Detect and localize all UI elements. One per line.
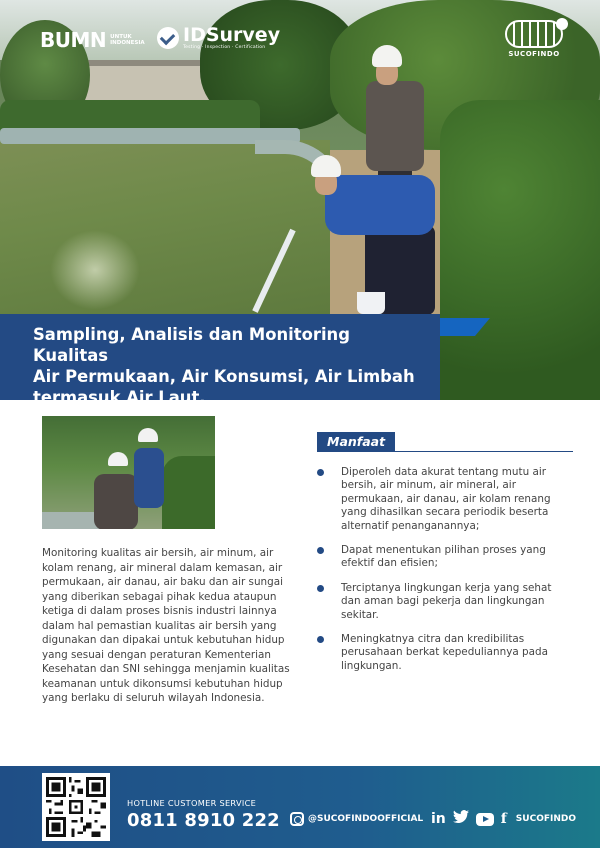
idsurvey-logo [157, 26, 280, 50]
inset-photo [42, 416, 215, 529]
benefits-heading: Manfaat [317, 432, 395, 452]
water-reflection [50, 230, 140, 310]
benefits-heading-rule [395, 451, 573, 452]
title-banner [0, 314, 440, 407]
bumn-logo-subtext: UNTUK INDONESIA [110, 34, 145, 46]
benefit-item: Meningkatnya citra dan kredibilitas perusahaan berkat kepeduliannya pada lingkungan. [317, 633, 572, 673]
benefit-item: Diperoleh data akurat tentang mutu air bersih, air minum, air mineral, air permukaan, air danau, air kolam renang yang dihasilkan secara periodik beserta alternatif penanganannya; [317, 466, 572, 533]
idsurvey-logo-text: IDSurvey [183, 24, 281, 46]
benefit-item: Terciptanya lingkungan kerja yang sehat dan aman bagi pekerja dan lingkungan sekitar. [317, 582, 572, 622]
youtube-icon[interactable] [476, 813, 494, 826]
instagram-icon [290, 812, 304, 826]
benefit-item: Dapat menentukan pilihan proses yang efektif dan efisien; [317, 544, 572, 571]
hotline-label: HOTLINE CUSTOMER SERVICE [127, 798, 257, 808]
instagram-link[interactable] [290, 812, 423, 826]
linkedin-icon[interactable]: in [431, 811, 446, 827]
qr-code[interactable] [42, 773, 110, 841]
benefits-list [317, 466, 572, 684]
social-handle: SUCOFINDO [515, 814, 576, 824]
sucofindo-mark-icon [556, 18, 568, 30]
bumn-logo [40, 28, 145, 52]
idsurvey-tagline: Testing · Inspection · Certification [183, 45, 266, 50]
twitter-icon[interactable] [453, 810, 469, 828]
hedge [440, 100, 600, 400]
social-links [431, 810, 576, 828]
sample-cup [357, 292, 385, 314]
sucofindo-globe-icon [505, 20, 563, 48]
hotline-number[interactable]: 0811 8910 222 [127, 810, 280, 831]
title-line-1: Sampling, Analisis dan Monitoring Kualitas [33, 325, 350, 365]
facebook-icon[interactable]: f [500, 811, 507, 827]
bullet-icon [317, 585, 324, 592]
description-paragraph: Monitoring kualitas air bersih, air minum, air kolam renang, air mineral dalam kemasan, air permukaan, air danau, air baku dan air sungai yang diberikan sebagai pihak kedua ataupun ketiga di dalam proses bisnis industri lainnya dalam hal pemastian kualitas air bersih yang digunakan dan dipakai untuk kebutuhan hidup yang sesuai dengan peraturan Kementerian Kesehatan dan SNI sehingga menjamin kualitas keamanan untuk dikonsumsi kebutuhan hidup yang berlaku di seluruh wilayah Indonesia. [42, 547, 290, 704]
bullet-icon [317, 636, 324, 643]
sucofindo-logo-text: SUCOFINDO [508, 50, 560, 58]
title-line-2: Air Permukaan, Air Konsumsi, Air Limbah [33, 367, 415, 386]
bullet-icon [317, 469, 324, 476]
bullet-icon [317, 547, 324, 554]
idsurvey-check-icon [157, 27, 179, 49]
bumn-logo-text: BUMN [40, 28, 107, 52]
sucofindo-logo [494, 20, 574, 58]
instagram-handle: @SUCOFINDOOFFICIAL [308, 814, 424, 824]
title-line-3: termasuk Air Laut. [33, 388, 206, 407]
